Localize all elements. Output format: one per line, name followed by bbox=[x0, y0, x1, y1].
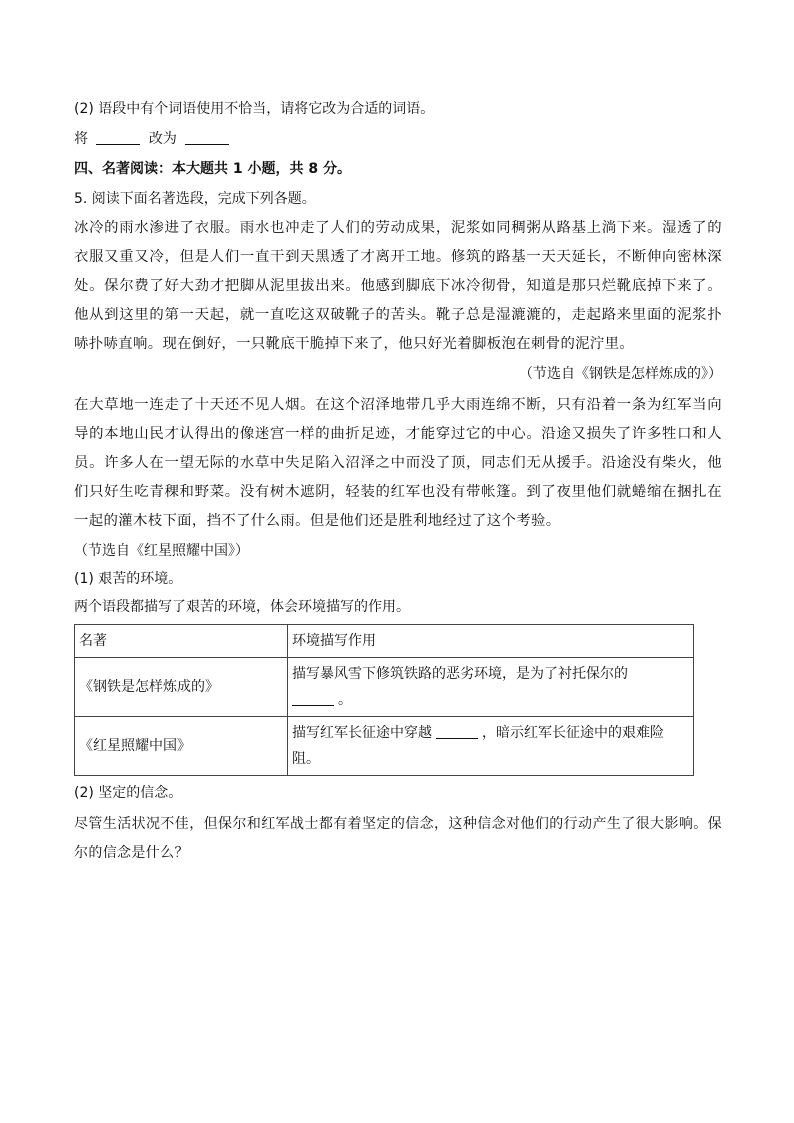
table-header-row bbox=[75, 625, 694, 658]
environment-table bbox=[74, 624, 694, 776]
row2-answer-blank[interactable] bbox=[436, 724, 478, 739]
row1-effect-end: 。 bbox=[338, 692, 352, 708]
exam-page bbox=[74, 98, 722, 868]
passage-steel: 冰冷的雨水渗进了衣服。雨水也冲走了人们的劳动成果，泥浆如同稠粥从路基上淌下来。湿透了的衣服又重又冷，但是人们一直干到天黑透了才离开工地。修筑的路基一天天延长，不断伸向密林深处。保尔费了好大劲才把脚从泥里拔出来。他感到脚底下冰冷彻骨，知道是那只烂靴底掉下来了。他从到这里的第一天起，就一直吃这双破靴子的苦头。靴子总是湿漉漉的，走起路来里面的泥浆扑哧扑哧直响。现在倒好，一只靴底干脆掉下来了，他只好光着脚板泡在刺骨的泥泞里。 bbox=[74, 220, 722, 352]
row2-effect-a: 描写红军长征途中穿越 bbox=[292, 725, 432, 741]
sub-question-1-prompt: 两个语段都描写了艰苦的环境，体会环境描写的作用。 bbox=[74, 599, 410, 615]
original-word-blank[interactable] bbox=[96, 130, 140, 145]
replace-mid: 改为 bbox=[148, 131, 177, 147]
passage-red-star: 在大草地一连走了十天还不见人烟。在这个沼泽地带几乎大雨连绵不断，只有沿着一条为红军当向导的本地山民才认得出的像迷宫一样的曲折足迹，才能穿过它的中心。沿途又损失了许多牲口和人员。许多人在一望无际的水草中失足陷入沼泽之中而没了顶，同志们无从援手。沿途没有柴火，他们只好生吃青稞和野菜。没有树木遮阴，轻装的红军也没有带帐篷。到了夜里他们就蜷缩在捆扎在一起的灌木枝下面，挡不了什么雨。但是他们还是胜利地经过了这个考验。 bbox=[74, 397, 722, 529]
row2-effect-b: ，暗示红军长征途中的艰难险 bbox=[482, 725, 664, 741]
replacement-word-blank[interactable] bbox=[185, 130, 229, 145]
sub-question-1-title: (1) 艰苦的环境。 bbox=[74, 571, 183, 587]
replace-prefix: 将 bbox=[74, 131, 88, 147]
row1-effect bbox=[288, 658, 694, 717]
table-row bbox=[75, 717, 694, 776]
header-effect: 环境描写作用 bbox=[288, 625, 694, 658]
word-replace-line bbox=[74, 128, 722, 150]
question-5-stem: 5. 阅读下面名著选段，完成下列各题。 bbox=[74, 191, 316, 207]
row1-effect-line2 bbox=[292, 687, 689, 713]
passage-red-star-source: （节选自《红星照耀中国》） bbox=[74, 543, 249, 559]
sub-question-2-title: (2) 坚定的信念。 bbox=[74, 785, 183, 801]
row1-effect-line1: 描写暴风雪下修筑铁路的恶劣环境，是为了衬托保尔的 bbox=[292, 666, 628, 682]
section-4-heading: 四、名著阅读：本大题共 1 小题，共 8 分。 bbox=[74, 161, 351, 177]
row2-work: 《红星照耀中国》 bbox=[75, 717, 288, 776]
table-row bbox=[75, 658, 694, 717]
row2-effect-line2: 阻。 bbox=[292, 751, 320, 767]
row1-answer-blank[interactable] bbox=[292, 691, 334, 706]
header-work: 名著 bbox=[75, 625, 288, 658]
row2-effect bbox=[288, 717, 694, 776]
sub-question-2-prompt: 尽管生活状况不佳，但保尔和红军战士都有着坚定的信念，这种信念对他们的行动产生了很大影响。保尔的信念是什么？ bbox=[74, 816, 722, 861]
row1-work: 《钢铁是怎样炼成的》 bbox=[75, 658, 288, 717]
question-2-prompt: (2) 语段中有个词语使用不恰当，请将它改为合适的词语。 bbox=[74, 101, 435, 117]
row2-effect-line1 bbox=[292, 720, 689, 746]
passage-steel-source: （节选自《钢铁是怎样炼成的》） bbox=[519, 366, 722, 382]
